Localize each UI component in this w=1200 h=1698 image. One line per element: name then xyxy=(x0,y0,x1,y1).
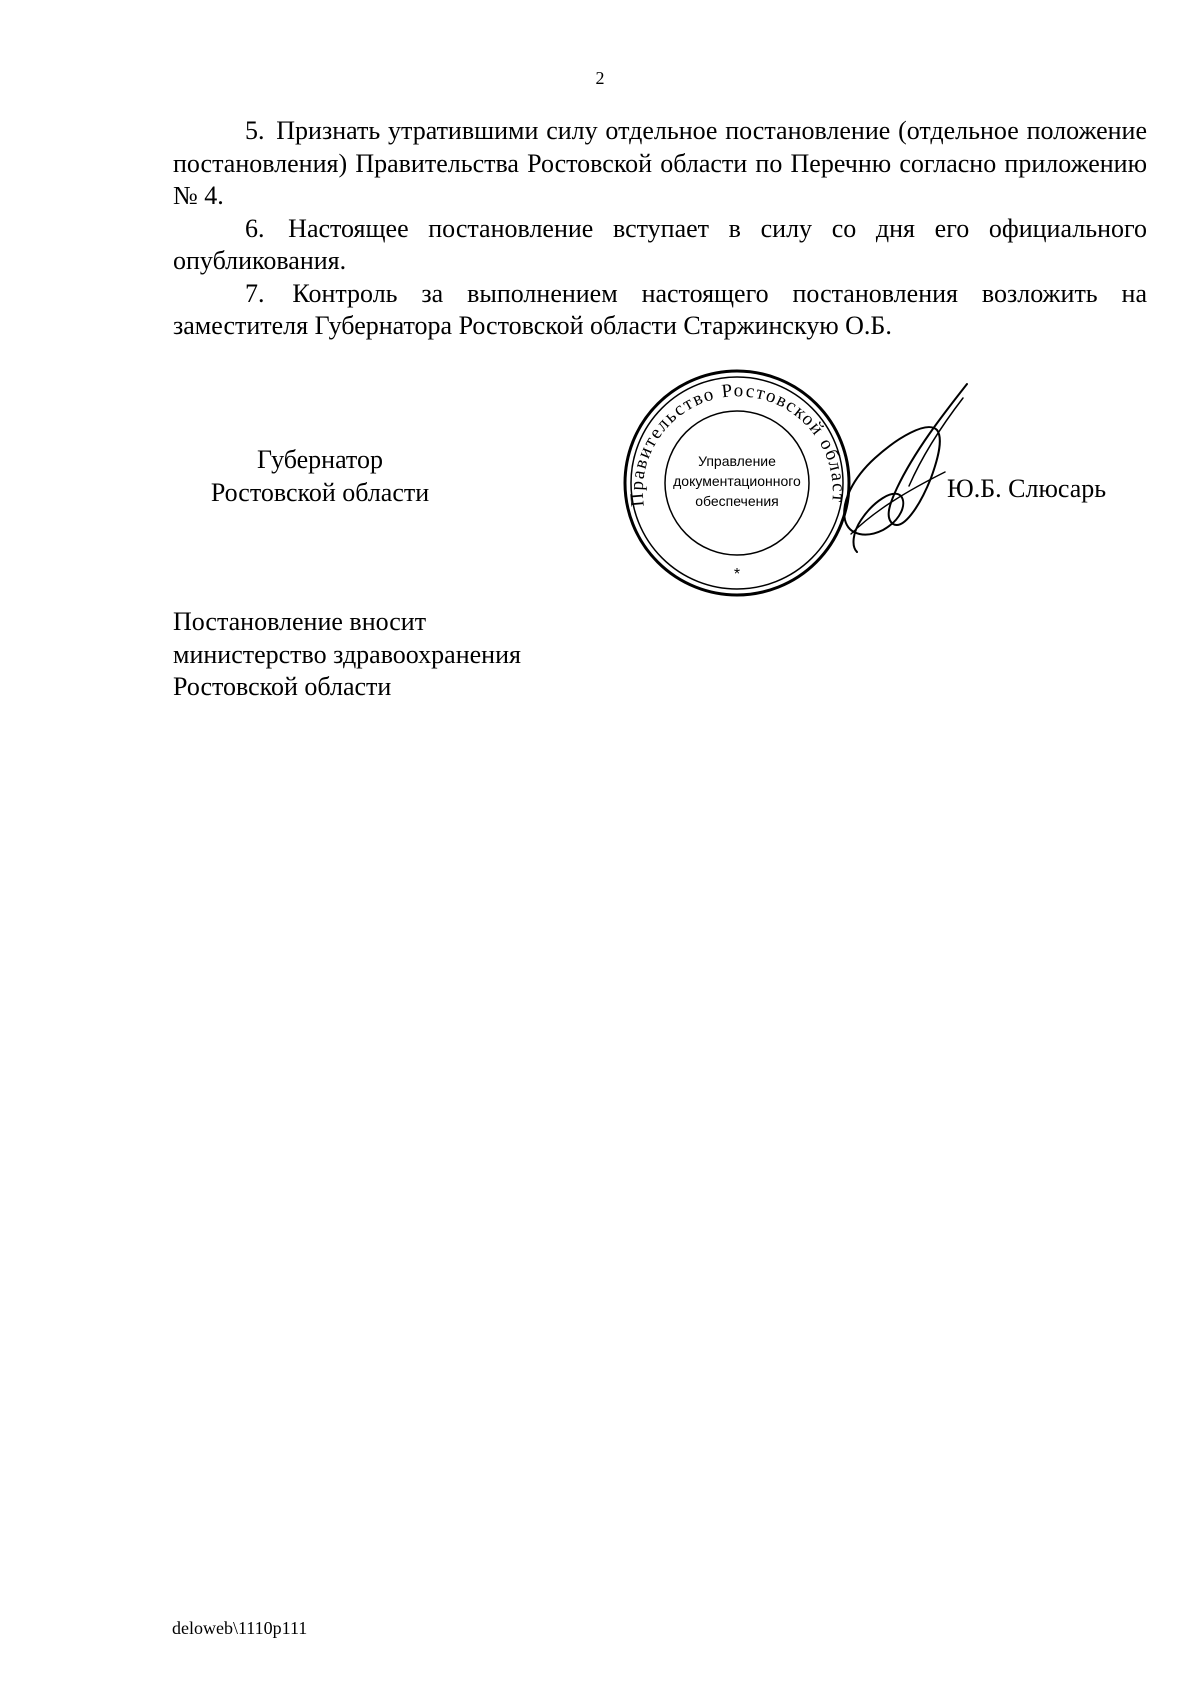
paragraph-number: 7. xyxy=(245,278,265,308)
signatory-title-line2: Ростовской области xyxy=(210,478,430,507)
paragraph-text: Признать утратившими силу отдельное постановление (отдельное положение постановления) Правительства Ростовской области по Перечню согласно приложению № 4. xyxy=(173,116,1147,210)
seal-inner-line3: обеспечения xyxy=(695,493,779,509)
seal-inner-line1: Управление xyxy=(698,453,776,469)
body-text xyxy=(173,115,1147,343)
signatory-title-line1: Губернатор xyxy=(257,445,383,474)
page-number: 2 xyxy=(595,68,605,88)
paragraph-6 xyxy=(173,213,1147,278)
submitter-line1: Постановление вносит xyxy=(173,607,427,636)
seal-inner-line2: документационного xyxy=(673,473,801,489)
submitter-line2: министерство здравоохранения xyxy=(173,639,521,669)
official-seal xyxy=(622,368,852,598)
paragraph-5 xyxy=(173,115,1147,213)
paragraph-text: Контроль за выполнением настоящего постановления возложить на заместителя Губернатора Ростовской области Старжинскую О.Б. xyxy=(173,278,1148,340)
handwritten-signature-icon xyxy=(835,380,975,560)
paragraph-number: 6. xyxy=(245,213,265,243)
signatory-name: Ю.Б. Слюсарь xyxy=(947,474,1107,503)
paragraph-text: Настоящее постановление вступает в силу со дня его официального опубликования. xyxy=(173,213,1148,275)
seal-star-icon: * xyxy=(733,566,741,583)
signatory-title xyxy=(160,443,480,509)
seal-outer-text: Правительство Ростовской област xyxy=(626,380,849,508)
submitter-note xyxy=(173,606,521,704)
footer-document-code: deloweb\1110p111 xyxy=(172,1618,308,1638)
submitter-line3: Ростовской области xyxy=(173,672,392,701)
paragraph-number: 5. xyxy=(245,116,265,145)
paragraph-7 xyxy=(173,278,1147,343)
